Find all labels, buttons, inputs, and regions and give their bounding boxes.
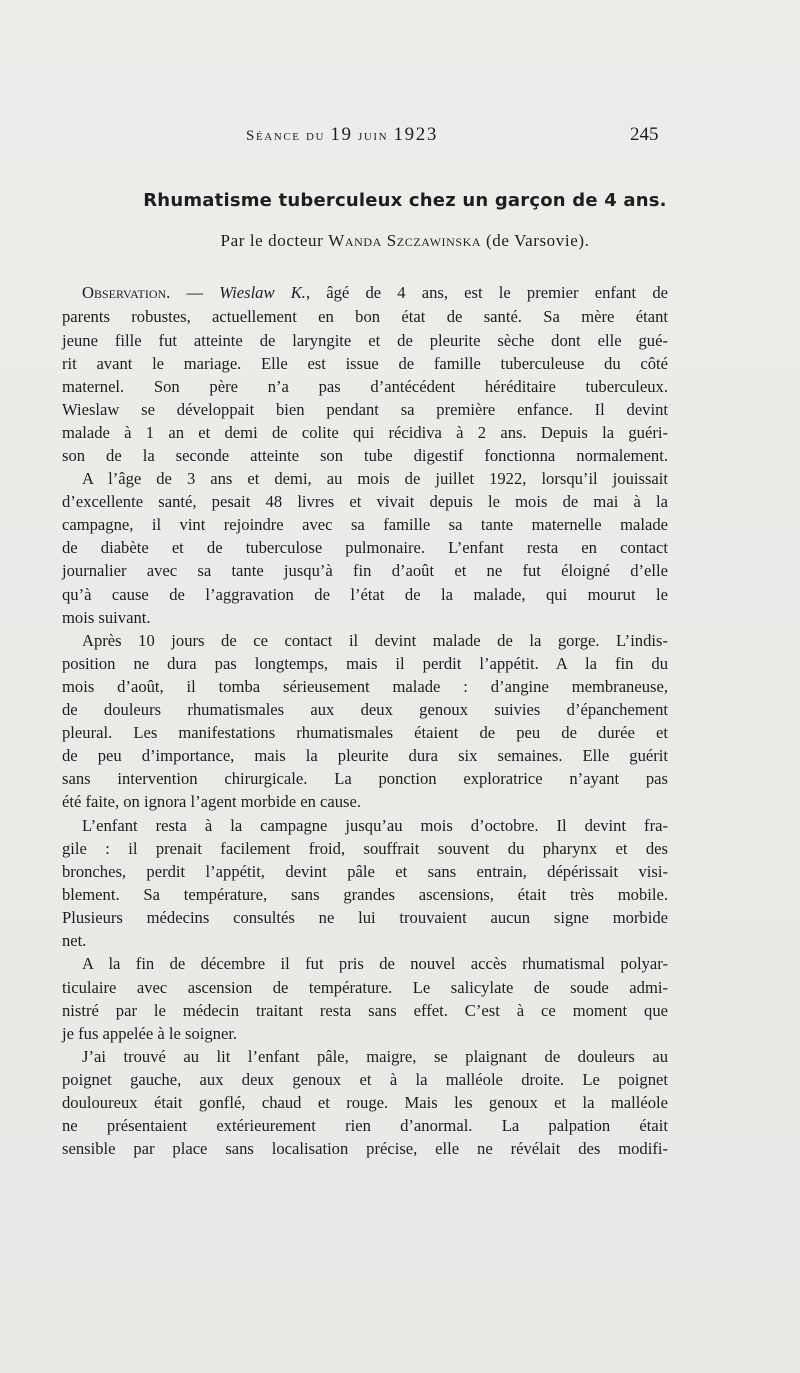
body-line: douloureux était gonflé, chaud et rouge. Mais les genoux et la malléole xyxy=(62,1093,668,1112)
body-line: mois suivant. xyxy=(62,608,151,627)
body-line: ticulaire avec ascension de température. Le salicylate de soude admi- xyxy=(62,978,668,997)
body-line: blement. Sa température, sans grandes ascensions, était très mobile. xyxy=(62,885,668,904)
running-head xyxy=(246,124,438,146)
body-line: pleural. Les manifestations rhumatismales étaient de peu de durée et xyxy=(62,723,668,742)
body-line: jeune fille fut atteinte de laryngite et de pleurite sèche dont elle gué- xyxy=(62,331,668,350)
running-head-prefix: Séance du xyxy=(246,128,331,144)
byline-suffix: (de Varsovie). xyxy=(481,231,590,250)
body-line: de peu d’importance, mais la pleurite dura six semaines. Elle guérit xyxy=(62,746,668,765)
body-line: bronches, perdit l’appétit, devint pâle et sans entrain, dépérissait visi- xyxy=(62,862,668,881)
body-line: je fus appelée à le soigner. xyxy=(62,1024,238,1043)
body-line: Plusieurs médecins consultés ne lui trouvaient aucun signe morbide xyxy=(62,908,668,927)
body-line: A la fin de décembre il fut pris de nouvel accès rhumatismal polyar- xyxy=(82,954,668,973)
body-line: sans intervention chirurgicale. La ponction exploratrice n’ayant pas xyxy=(62,769,668,788)
body-line: campagne, il vint rejoindre avec sa famille sa tante maternelle malade xyxy=(62,515,668,534)
article-byline xyxy=(60,231,750,251)
body-line: position ne dura pas longtemps, mais il perdit l’appétit. A la fin du xyxy=(62,654,668,673)
body-line: son de la seconde atteinte son tube digestif fonctionna normalement. xyxy=(62,446,668,465)
byline-author: Wanda Szczawinska xyxy=(328,231,482,250)
body-line: Après 10 jours de ce contact il devint malade de la gorge. L’indis- xyxy=(82,631,668,650)
running-head-year: 1923 xyxy=(393,124,438,145)
body-line: Observation. — Wieslaw K., âgé de 4 ans, est le premier enfant de xyxy=(82,283,668,302)
body-line: malade à 1 an et demi de colite qui récidiva à 2 ans. Depuis la guéri- xyxy=(62,423,668,442)
body-line: poignet gauche, aux deux genoux et à la malléole droite. Le poignet xyxy=(62,1070,668,1089)
body-line: rit avant le mariage. Elle est issue de famille tuberculeuse du côté xyxy=(62,354,668,373)
observation-label: Observation. xyxy=(82,283,171,302)
running-head-day: 19 xyxy=(330,124,353,145)
body-line: net. xyxy=(62,931,87,950)
body-line: journalier avec sa tante jusqu’à fin d’août et ne fut éloigné d’elle xyxy=(62,561,668,580)
body-line: ne présentaient extérieurement rien d’anormal. La palpation était xyxy=(62,1116,668,1135)
running-head-month: juin xyxy=(352,128,394,144)
body-line: gile : il prenait facilement froid, souffrait souvent du pharynx et des xyxy=(62,839,668,858)
byline-prefix: Par le docteur xyxy=(220,231,329,250)
body-line: de diabète et de tuberculose pulmonaire. L’enfant resta en contact xyxy=(62,538,668,557)
body-line: qu’à cause de l’aggravation de l’état de la malade, qui mourut le xyxy=(62,585,668,604)
body-line: parents robustes, actuellement en bon état de santé. Sa mère étant xyxy=(62,307,668,326)
patient-name: Wieslaw K. xyxy=(219,283,306,302)
body-line: de douleurs rhumatismales aux deux genoux suivies d’épanchement xyxy=(62,700,668,719)
page-number: 245 xyxy=(630,124,659,145)
body-line: été faite, on ignora l’agent morbide en cause. xyxy=(62,792,362,811)
body-line: maternel. Son père n’a pas d’antécédent héréditaire tuberculeux. xyxy=(62,377,668,396)
body-line: mois d’août, il tomba sérieusement malade : d’angine membraneuse, xyxy=(62,677,668,696)
article-title: Rhumatisme tuberculeux chez un garçon de 4 ans. xyxy=(143,190,667,211)
body-line: nistré par le médecin traitant resta sans effet. C’est à ce moment que xyxy=(62,1001,668,1020)
body-line: sensible par place sans localisation précise, elle ne révélait des modifi- xyxy=(62,1139,668,1158)
body-line: L’enfant resta à la campagne jusqu’au mois d’octobre. Il devint fra- xyxy=(82,816,668,835)
body-line: d’excellente santé, pesait 48 livres et vivait depuis le mois de mai à la xyxy=(62,492,668,511)
body-line: A l’âge de 3 ans et demi, au mois de juillet 1922, lorsqu’il jouissait xyxy=(82,469,668,488)
body-line: Wieslaw se développait bien pendant sa première enfance. Il devint xyxy=(62,400,668,419)
body-line: J’ai trouvé au lit l’enfant pâle, maigre, se plaignant de douleurs au xyxy=(82,1047,668,1066)
